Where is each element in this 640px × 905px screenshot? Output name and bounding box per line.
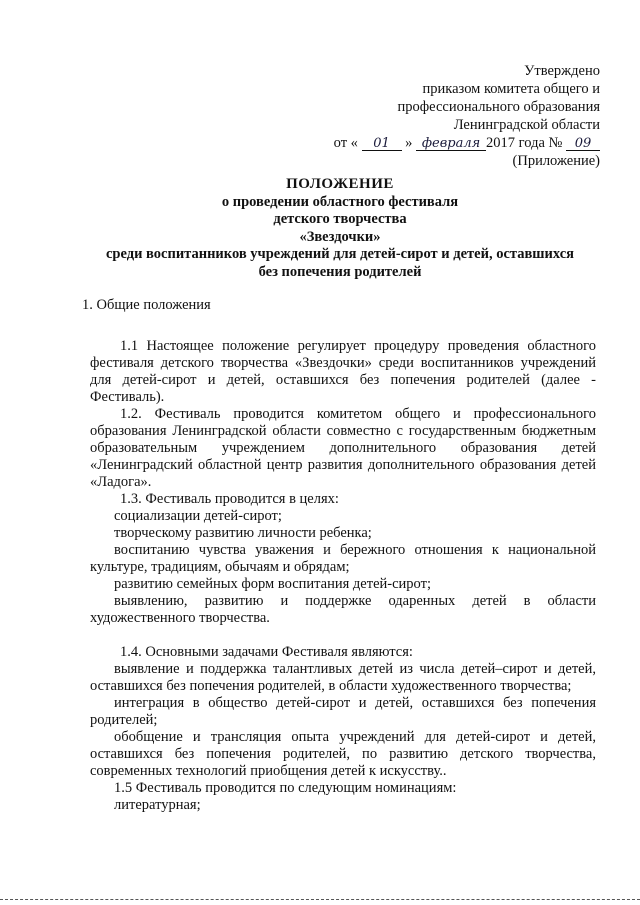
task-item: обобщение и трансляция опыта учреждений для детей-сирот и детей, оставшихся без попечения родителей, по развитию детского творчества, современных технологий приобщения детей к искусству.. — [90, 729, 596, 779]
paragraph-1-3: 1.3. Фестиваль проводится в целях: — [120, 491, 339, 507]
date-day-handwritten: 01 — [362, 137, 402, 151]
title-line-3: детского творчества — [273, 211, 407, 227]
order-number-handwritten: 09 — [566, 137, 600, 151]
date-quote-close: » — [405, 135, 413, 151]
approval-heading: Утверждено — [524, 63, 600, 79]
approval-appendix: (Приложение) — [512, 153, 600, 169]
paragraph-1-5: 1.5 Фестиваль проводится по следующим номинациям: — [114, 780, 457, 796]
task-item: выявление и поддержка талантливых детей из числа детей–сирот и детей, оставшихся без попечения родителей, в области художественного творчества; — [90, 661, 596, 694]
goal-item: творческому развитию личности ребенка; — [114, 525, 372, 541]
date-month-handwritten: февраля — [416, 137, 486, 151]
page-bottom-rule — [0, 899, 640, 900]
section-heading: 1. Общие положения — [82, 297, 211, 313]
task-item: интеграция в общество детей-сирот и детей, оставшихся без попечения родителей; — [90, 695, 596, 728]
title-line-4: «Звездочки» — [299, 228, 381, 245]
goal-item: развитию семейных форм воспитания детей-сирот; — [114, 576, 431, 592]
goal-item: воспитанию чувства уважения и бережного отношения к национальной культуре, традициям, обычаям и обрядам; — [90, 542, 596, 575]
approval-date-line — [334, 134, 600, 152]
document-body — [90, 338, 596, 814]
paragraph-1-4: 1.4. Основными задачами Фестиваля являются: — [120, 644, 413, 660]
goal-item: социализации детей-сирот; — [114, 508, 282, 524]
title-line-5: среди воспитанников учреждений для детей-сирот и детей, оставшихся — [105, 246, 574, 262]
approval-region: Ленинградской области — [453, 117, 600, 133]
approval-order: приказом комитета общего и — [422, 81, 600, 97]
date-year: 2017 года № — [486, 135, 563, 151]
paragraph-1-2: 1.2. Фестиваль проводится комитетом общего и профессионального образования Ленинградской области совместно с государственным бюджетным образовательным учреждением дополнительного образования детей «Ленинградский областной центр развития дополнительного образования детей «Ладога». — [90, 406, 596, 490]
goal-item: выявлению, развитию и поддержке одаренных детей в области художественного творчества. — [90, 593, 596, 626]
date-prefix: от « — [333, 135, 358, 151]
title-line-6: без попечения родителей — [258, 263, 422, 280]
document-title-block — [60, 176, 620, 281]
approval-committee: профессионального образования — [397, 99, 600, 115]
approval-block — [334, 62, 600, 170]
document-title: ПОЛОЖЕНИЕ — [286, 176, 394, 192]
paragraph-1-1: 1.1 Настоящее положение регулирует процедуру проведения областного фестиваля детского творчества «Звездочки» среди воспитанников учреждений для детей-сирот и детей, оставшихся без попечения родителей (далее - Фестиваль). — [90, 338, 596, 405]
title-line-2: о проведении областного фестиваля — [221, 193, 459, 210]
nomination-item: литературная; — [114, 797, 201, 813]
